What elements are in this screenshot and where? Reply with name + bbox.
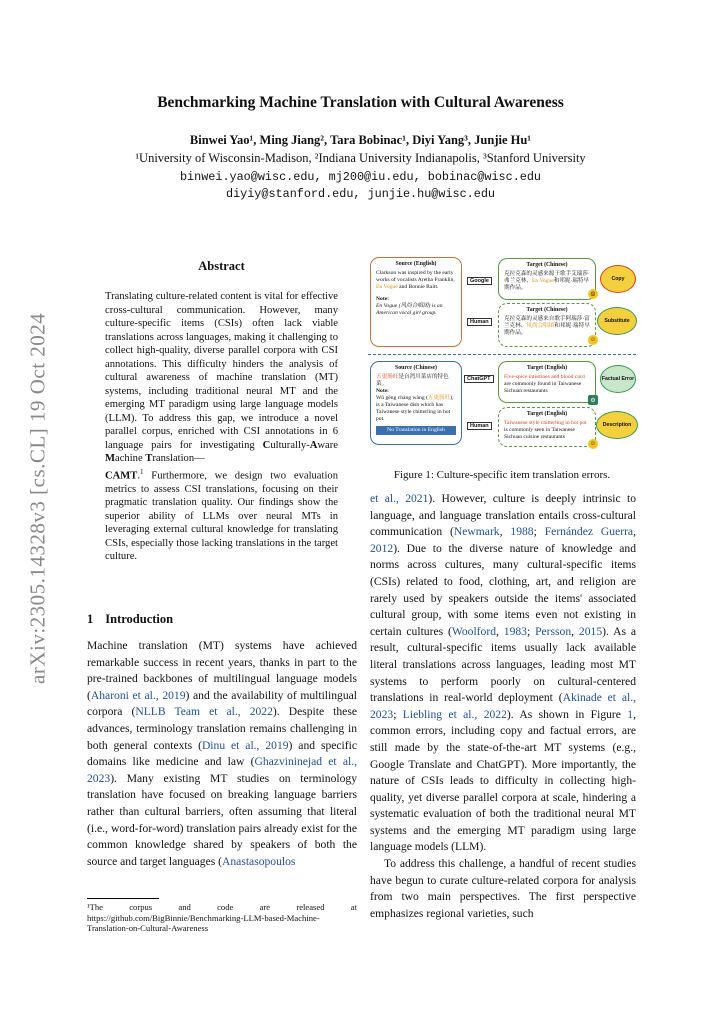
- citation-link[interactable]: Liebling et al., 2022: [402, 707, 507, 721]
- author-list: Binwei Yao¹, Ming Jiang², Tara Bobinac¹, Diyi Yang³, Junjie Hu¹: [189, 133, 532, 147]
- target-chinese-box: Target (Chinese) 克拉克森的灵感来自歌手阿瑞莎·富兰克林、风尚合唱团和邦妮·瑞特早期作品。: [498, 303, 596, 347]
- citation-link[interactable]: Newmark: [453, 525, 500, 539]
- copy-badge: Copy: [600, 265, 636, 293]
- human-label: Human: [467, 422, 492, 430]
- citation-link[interactable]: Aharoni et al., 2019: [90, 688, 186, 702]
- source-chinese-box: Source (Chinese) 五更肠旺是台湾川菜店的特色菜。 Note: Wǔ gēng cháng wàng (五更肠旺), is a Taiwanese dish which has Taiwanese style chitterling in hot pot. No Translation in English: [370, 361, 462, 445]
- affiliations: ¹University of Wisconsin-Madison, ²Indiana University Indianapolis, ³Stanford University: [135, 151, 586, 165]
- camt-name: CAMT: [105, 470, 138, 482]
- factual-error-badge: Factual Error: [600, 365, 636, 393]
- citation-link[interactable]: Persson: [535, 624, 572, 638]
- source-english-box: Source (English) Clarkson was inspired by the early works of vocalists Aretha Franklin, En Vogue and Bonnie Raitt. Note: En Vogue (风尚合唱团) is an American vocal girl group.: [370, 257, 462, 347]
- citation-link[interactable]: Ghazvininejad et al., 2023: [87, 755, 358, 785]
- description-badge: Description: [596, 411, 638, 439]
- citation-link[interactable]: et al., 2021: [370, 492, 429, 505]
- citation-link[interactable]: Woolford: [451, 624, 496, 638]
- footnote: ¹The corpus and code are released at https://github.com/BigBinnie/Benchmarking-LLM-based-Machine-Translation-on-Cultural-Awareness: [87, 902, 357, 933]
- citation-link[interactable]: 1988: [510, 525, 534, 539]
- figure-ref-link[interactable]: 1: [627, 707, 634, 721]
- section-heading: 1 Introduction: [87, 612, 174, 626]
- paragraph: To address this challenge, a handful of recent studies have begun to curate culture-related corpora for analysis from two main perspectives. The first perspective emphasizes regional varieties, such: [370, 857, 636, 920]
- human-label: Human: [467, 318, 492, 326]
- google-label: Google: [467, 277, 492, 285]
- intro-left-column: Machine translation (MT) systems have achieved remarkable success in recent years, thanks in part to the pre-trained backbones of multilingual language models (Aharoni et al., 2019) and the availability of multilingual corpora (NLLB Team et al., 2022). Despite these advances, terminology translation remains challenging in both general contexts (Dinu et al., 2019) and specific domains like medicine and law (Ghazvininejad et al., 2023). Many existing MT studies on terminology translation have focused on breaking language barriers rather than cultural barriers, often assuming that literal (i.e., word-for-word) translation pairs already exist for the common knowledge shared by speakers of both the source and target languages (Anastasopoulos: [87, 639, 358, 868]
- abstract-heading: Abstract: [198, 259, 245, 273]
- paper-title: Benchmarking Machine Translation with Cultural Awareness: [157, 94, 564, 111]
- citation-link[interactable]: Akinade et al., 2023: [370, 691, 636, 721]
- robot-icon: ⚙: [588, 395, 598, 405]
- happy-face-icon: ☺: [589, 441, 597, 447]
- email-line-1: binwei.yao@wisc.edu, mj200@iu.edu, bobinac@wisc.edu: [179, 170, 542, 184]
- footnote-marker: 1: [140, 467, 144, 476]
- arxiv-stamp: arXiv:2305.14328v3 [cs.CL] 19 Oct 2024: [25, 312, 50, 684]
- footnote-rule: [87, 898, 159, 899]
- target-english-box: Target (English) Five-spice intestines and blood curd are commonly found in Taiwanese Sichuan restaurants: [498, 361, 596, 403]
- substitute-badge: Substitute: [597, 307, 637, 335]
- citation-link[interactable]: Dinu et al., 2019: [201, 738, 289, 752]
- citation-link[interactable]: 2015: [578, 624, 603, 638]
- figure-divider: [368, 354, 636, 355]
- chatgpt-label: ChatGPT: [464, 375, 494, 383]
- citation-link[interactable]: NLLB Team et al., 2022: [135, 705, 273, 719]
- abstract-body: Translating culture-related content is vital for effective cross-cultural communication. However, many culture-specific items (CSIs) often lack viable translations across languages, making it challenging to collect high-quality, diverse parallel corpora with CSI annotations. This difficulty hinders the analysis of cultural awareness of machine translation (MT) systems, including traditional neural MT and the emerging MT paradigm using large language models (LLM). To address this gap, we introduce a novel parallel corpus, enriched with CSI annotations in 6 language pairs for investigating Culturally-Aware Machine Translation— CAMT.$^1$ Furthermore, we design two evaluation metrics to assess CSI translations, focusing on their pragmatic translation quality. Our findings show the superior ability of LLMs over neural MTs in leveraging external cultural knowledge for translating CSIs, especially those lacking translations in the target culture.: [105, 291, 338, 563]
- citation-link[interactable]: 2012: [370, 541, 394, 555]
- target-english-box: Target (English) Taiwanese style chitterling in hot pot is commonly seen in Taiwanese Sichuan cuisine restaurants: [498, 407, 596, 447]
- email-line-2: diyiy@stanford.edu, junjie.hu@wisc.edu: [225, 187, 495, 201]
- target-chinese-box: Target (Chinese) 克拉克森的灵感来源于歌手艾瑞莎·弗兰克林、En Vogue和邦妮·瑞特早期作品。: [498, 258, 596, 300]
- figure-caption: Figure 1: Culture-specific item translation errors.: [393, 469, 611, 481]
- no-translation-tag: No Translation in English: [376, 426, 456, 435]
- intro-right-column: et al., 2021). However, culture is deeply intrinsic to language, and language translation entails cross-cultural communication (Newmark, 1988; Fernández Guerra, 2012). Due to the diverse nature of knowledge and norms across cultures, many cultural-specific items (CSIs) related to food, clothing, art, and religion are rarely used by speakers outside the items' associated cultural group, with some items even not existing in certain cultures (Woolford, 1983; Persson, 2015). As a result, cultural-specific items usually lack available literal translations across languages, leading most MT systems to perform poorly on cultural-centered translations in real-world deployment (Akinade et al., 2023; Liebling et al., 2022). As shown in Figure 1, common errors, including copy and factual errors, are still made by the state-of-the-art MT systems (e.g., Google Translate and ChatGPT). More importantly, the nature of CSIs leads to difficulty in collecting high-quality, yet diverse parallel corpora at scale, hindering a systematic evaluation of both the traditional neural MT systems and the emerging MT paradigm using large language models (LLM). To address this challenge, a handful of recent studies have begun to curate culture-related corpora for analysis from two main perspectives. The first perspective emphasizes regional varieties, such: [370, 491, 636, 922]
- happy-face-icon: ☺: [589, 337, 597, 343]
- sad-face-icon: ☹: [588, 289, 598, 299]
- citation-link[interactable]: Anastasopoulos: [222, 854, 296, 868]
- figure-1: [368, 255, 636, 463]
- citation-link[interactable]: 1983: [503, 624, 527, 638]
- citation-link[interactable]: Fernández Guerra: [544, 525, 634, 539]
